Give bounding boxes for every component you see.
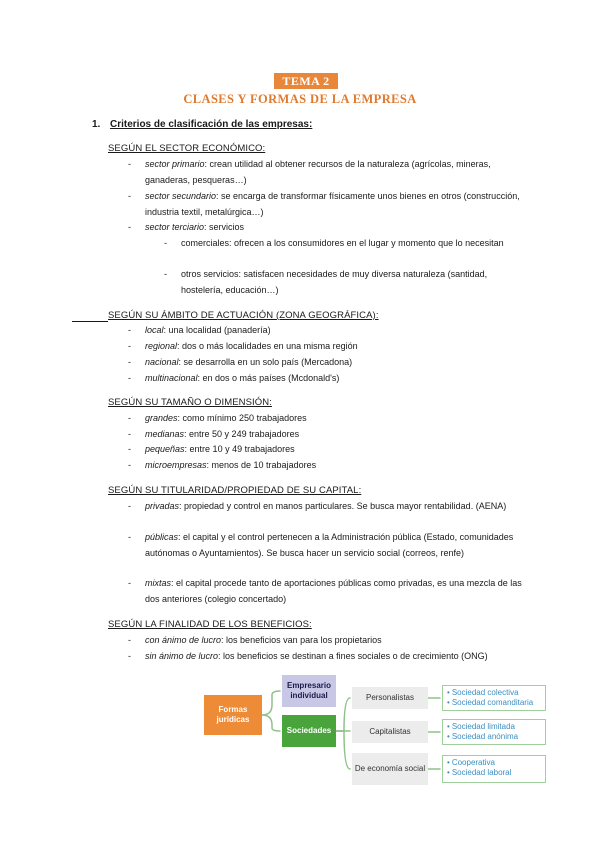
item-text: : entre 10 y 49 trabajadores xyxy=(184,444,295,454)
leaf-personalistas xyxy=(442,685,546,711)
connector xyxy=(336,698,350,731)
node-formas-juridicas: Formas jurídicas xyxy=(204,695,262,735)
section-heading-economico: SEGÚN EL SECTOR ECONÓMICO: xyxy=(108,143,266,154)
item-term: sector primario xyxy=(145,159,205,169)
item-text: : los beneficios se destinan a fines sociales o de crecimiento (ONG) xyxy=(218,651,488,661)
item-term: local xyxy=(145,325,164,335)
list-item: - públicas: el capital y el control pertenecen a la Administración pública (Estado, comunidades autónomas o Ayuntamientos). Se busca hacer un servicio social (correos, renfe) xyxy=(128,532,514,558)
subitem-text: comerciales: ofrecen a los consumidores en el lugar y momento que lo necesitan xyxy=(181,238,504,248)
item-text: : el capital y el control pertenecen a la Administración pública (Estado, comunidades autónomas o Ayuntamientos). Se busca hacer un servicio social (correos, renfe) xyxy=(145,532,514,558)
item-text: : entre 50 y 249 trabajadores xyxy=(184,429,300,439)
list-item: - pequeñas: entre 10 y 49 trabajadores xyxy=(128,444,295,454)
section-heading-finalidad: SEGÚN LA FINALIDAD DE LOS BENEFICIOS: xyxy=(108,619,312,630)
node-personalistas: Personalistas xyxy=(352,687,428,709)
node-empresario-individual: Empresario individual xyxy=(282,675,336,707)
list-item: - privadas: propiedad y control en manos particulares. Se busca mayor rentabilidad. (AENA) xyxy=(128,501,507,511)
item-text: : servicios xyxy=(204,222,245,232)
list-item: - sin ánimo de lucro: los beneficios se destinan a fines sociales o de crecimiento (ONG) xyxy=(128,651,488,661)
section-heading-tamano: SEGÚN SU TAMAÑO O DIMENSIÓN: xyxy=(108,397,272,408)
divider xyxy=(72,321,108,322)
list-item: - microempresas: menos de 10 trabajadores xyxy=(128,460,317,470)
connector xyxy=(262,691,280,715)
connector xyxy=(336,731,350,769)
leaf-item: • Cooperativa xyxy=(447,758,541,768)
list-item: - sector primario: crean utilidad al obtener recursos de la naturaleza (agrícolas, mineras, ganaderas, pesqueras…) xyxy=(128,159,491,185)
list-item: - medianas: entre 50 y 249 trabajadores xyxy=(128,429,300,439)
leaf-item: • Sociedad comanditaria xyxy=(447,698,541,708)
legal-forms-diagram xyxy=(200,673,550,788)
criteria-heading xyxy=(92,119,312,130)
list-item: - multinacional: en dos o más países (Mcdonald's) xyxy=(128,373,340,383)
item-term: medianas xyxy=(145,429,185,439)
item-term: grandes xyxy=(145,413,178,423)
item-text: : el capital procede tanto de aportaciones públicas como privadas, es una mezcla de las dos anteriores (colegio concertado) xyxy=(145,578,522,604)
leaf-item: • Sociedad laboral xyxy=(447,768,541,778)
node-capitalistas: Capitalistas xyxy=(352,721,428,743)
list-item: - local: una localidad (panadería) xyxy=(128,325,271,335)
connector xyxy=(262,715,280,731)
list-item: - mixtas: el capital procede tanto de aportaciones públicas como privadas, es una mezcla de las dos anteriores (colegio concertado) xyxy=(128,578,522,604)
leaf-capitalistas xyxy=(442,719,546,745)
tema-badge: TEMA 2 xyxy=(274,73,338,89)
item-text: : se desarrolla en un solo país (Mercadona) xyxy=(178,357,353,367)
item-text: : se encarga de transformar físicamente unos bienes en otros (construcción, industria textil, metalúrgica…) xyxy=(145,191,520,217)
list-subitem: - comerciales: ofrecen a los consumidores en el lugar y momento que lo necesitan xyxy=(164,236,524,252)
item-term: pequeñas xyxy=(145,444,185,454)
item-term: con ánimo de lucro xyxy=(145,635,222,645)
page-title: CLASES Y FORMAS DE LA EMPRESA xyxy=(183,92,417,106)
item-term: microempresas xyxy=(145,460,207,470)
item-term: regional xyxy=(145,341,178,351)
item-text: : en dos o más países (Mcdonald's) xyxy=(197,373,340,383)
list-item: - nacional: se desarrolla en un solo país (Mercadona) xyxy=(128,357,353,367)
list-item: - sector terciario: servicios xyxy=(128,222,245,232)
criteria-number: 1. xyxy=(92,119,101,130)
section-heading-titularidad: SEGÚN SU TITULARIDAD/PROPIEDAD DE SU CAPITAL: xyxy=(108,485,362,496)
item-term: nacional xyxy=(145,357,179,367)
leaf-item: • Sociedad anónima xyxy=(447,732,541,742)
item-term: sector terciario xyxy=(145,222,205,232)
leaf-item: • Sociedad colectiva xyxy=(447,688,541,698)
item-term: sector secundario xyxy=(145,191,217,201)
item-text: : menos de 10 trabajadores xyxy=(206,460,317,470)
list-item: - sector secundario: se encarga de transformar físicamente unos bienes en otros (construcción, industria textil, metalúrgica…) xyxy=(128,191,520,217)
item-term: privadas xyxy=(145,501,180,511)
criteria-heading-text: Criterios de clasificación de las empresas: xyxy=(110,119,313,130)
item-text: : dos o más localidades en una misma región xyxy=(177,341,358,351)
item-text: : propiedad y control en manos particulares. Se busca mayor rentabilidad. (AENA) xyxy=(179,501,507,511)
node-sociedades: Sociedades xyxy=(282,715,336,747)
item-text: : como mínimo 250 trabajadores xyxy=(177,413,307,423)
item-term: mixtas xyxy=(145,578,172,588)
item-text: : crean utilidad al obtener recursos de la naturaleza (agrícolas, mineras, ganaderas, pesqueras…) xyxy=(145,159,491,185)
section-heading-ambito: SEGÚN SU ÁMBITO DE ACTUACIÓN (ZONA GEOGRÁFICA): xyxy=(108,310,379,321)
item-term: sin ánimo de lucro xyxy=(145,651,219,661)
item-text: : los beneficios van para los propietarios xyxy=(221,635,382,645)
list-item: - grandes: como mínimo 250 trabajadores xyxy=(128,413,307,423)
list-item: - regional: dos o más localidades en una misma región xyxy=(128,341,358,351)
item-text: : una localidad (panadería) xyxy=(163,325,271,335)
item-term: multinacional xyxy=(145,373,198,383)
leaf-item: • Sociedad limitada xyxy=(447,722,541,732)
list-item: - con ánimo de lucro: los beneficios van para los propietarios xyxy=(128,635,382,645)
leaf-economia-social xyxy=(442,755,546,783)
subitem-text: otros servicios: satisfacen necesidades de muy diversa naturaleza (santidad, hostelería, educación…) xyxy=(181,269,488,295)
list-subitem: - otros servicios: satisfacen necesidades de muy diversa naturaleza (santidad, hostelería, educación…) xyxy=(164,267,524,298)
item-term: públicas xyxy=(145,532,179,542)
node-economia-social: De economía social xyxy=(352,753,428,785)
